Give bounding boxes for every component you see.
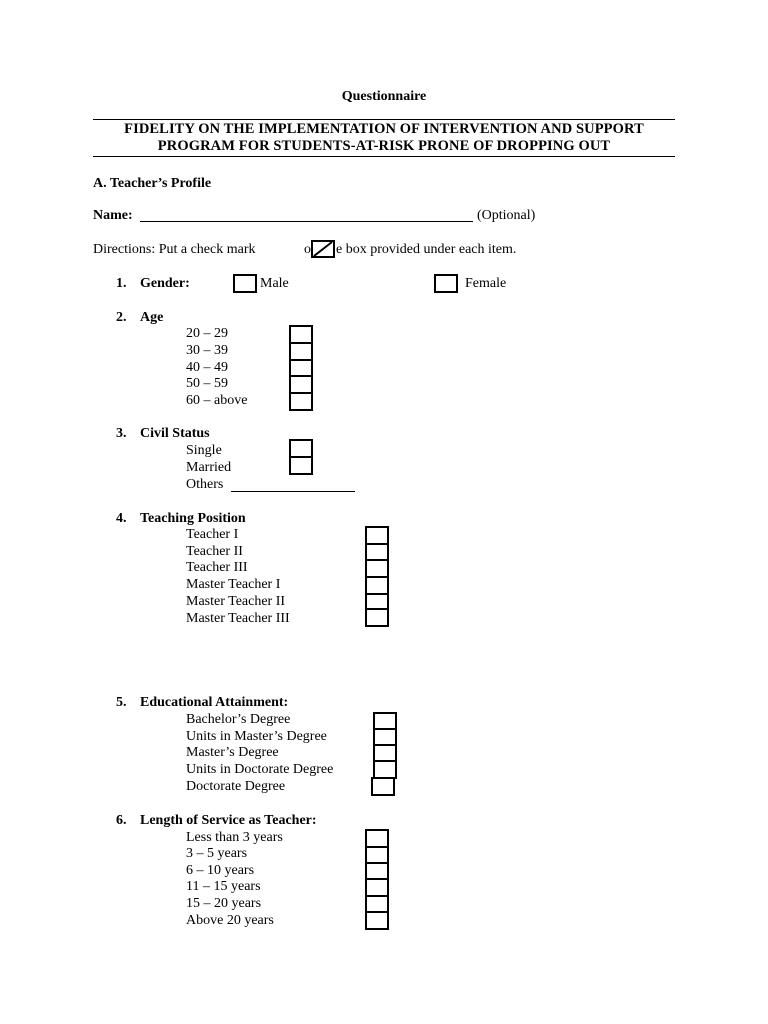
item-4-number: 4. bbox=[116, 511, 127, 526]
educational-attainment-option: Master’s Degree bbox=[186, 745, 279, 760]
age-option: 60 – above bbox=[186, 393, 248, 408]
civil-status-option: Single bbox=[186, 443, 222, 458]
teaching-position-option: Master Teacher I bbox=[186, 577, 281, 592]
heading-line-1: FIDELITY ON THE IMPLEMENTATION OF INTERVENTION AND SUPPORT bbox=[124, 121, 644, 137]
age-option: 40 – 49 bbox=[186, 360, 228, 375]
length-of-service-label: Length of Service as Teacher: bbox=[140, 813, 317, 828]
length-of-service-option: 6 – 10 years bbox=[186, 863, 255, 878]
item-2-number: 2. bbox=[116, 310, 127, 325]
document-title: Questionnaire bbox=[341, 89, 427, 104]
heading-top-rule bbox=[93, 119, 675, 120]
name-field[interactable] bbox=[140, 221, 473, 222]
item-6-number: 6. bbox=[116, 813, 127, 828]
civil-status-checkbox[interactable] bbox=[289, 456, 313, 475]
item-3-number: 3. bbox=[116, 426, 127, 441]
item-1-number: 1. bbox=[116, 276, 127, 291]
age-label: Age bbox=[140, 310, 164, 325]
gender-female-checkbox[interactable] bbox=[434, 274, 458, 293]
length-of-service-option: 3 – 5 years bbox=[186, 846, 248, 861]
item-5-number: 5. bbox=[116, 695, 127, 710]
heading-bottom-rule bbox=[93, 156, 675, 157]
length-of-service-option: Above 20 years bbox=[186, 913, 274, 928]
length-of-service-checkbox[interactable] bbox=[365, 911, 389, 930]
age-option: 20 – 29 bbox=[186, 326, 228, 341]
civil-status-option: Others bbox=[186, 477, 224, 492]
gender-male-checkbox[interactable] bbox=[233, 274, 257, 293]
educational-attainment-option: Units in Master’s Degree bbox=[186, 729, 327, 744]
educational-attainment-label: Educational Attainment: bbox=[140, 695, 289, 710]
teaching-position-option: Teacher II bbox=[186, 544, 243, 559]
teaching-position-checkbox[interactable] bbox=[365, 608, 389, 627]
directions-o-fragment: o bbox=[304, 242, 311, 257]
teaching-position-label: Teaching Position bbox=[140, 511, 246, 526]
civil-status-option: Married bbox=[186, 460, 232, 475]
section-a-heading: A. Teacher’s Profile bbox=[93, 176, 212, 191]
gender-male-label: Male bbox=[260, 276, 289, 291]
length-of-service-option: Less than 3 years bbox=[186, 830, 283, 845]
educational-attainment-option: Units in Doctorate Degree bbox=[186, 762, 334, 777]
teaching-position-option: Teacher I bbox=[186, 527, 239, 542]
age-checkbox[interactable] bbox=[289, 392, 313, 411]
educational-attainment-checkbox[interactable] bbox=[371, 777, 395, 796]
directions-rest: e box provided under each item. bbox=[336, 242, 517, 257]
age-option: 30 – 39 bbox=[186, 343, 228, 358]
name-optional-note: (Optional) bbox=[477, 208, 536, 223]
heading-line-2: PROGRAM FOR STUDENTS-AT-RISK PRONE OF DROPPING OUT bbox=[157, 138, 611, 154]
length-of-service-option: 15 – 20 years bbox=[186, 896, 262, 911]
teaching-position-option: Master Teacher III bbox=[186, 611, 290, 626]
age-option: 50 – 59 bbox=[186, 376, 228, 391]
teaching-position-option: Master Teacher II bbox=[186, 594, 286, 609]
civil-status-label: Civil Status bbox=[140, 426, 210, 441]
name-label: Name: bbox=[93, 208, 133, 223]
civil-status-others-field[interactable] bbox=[231, 491, 355, 492]
teaching-position-option: Teacher III bbox=[186, 560, 248, 575]
check-mark-icon bbox=[311, 240, 335, 258]
length-of-service-option: 11 – 15 years bbox=[186, 879, 261, 894]
educational-attainment-option: Bachelor’s Degree bbox=[186, 712, 291, 727]
gender-female-label: Female bbox=[465, 276, 507, 291]
educational-attainment-option: Doctorate Degree bbox=[186, 779, 286, 794]
directions-prefix: Directions: Put a check mark bbox=[93, 242, 256, 257]
gender-label: Gender: bbox=[140, 276, 190, 291]
